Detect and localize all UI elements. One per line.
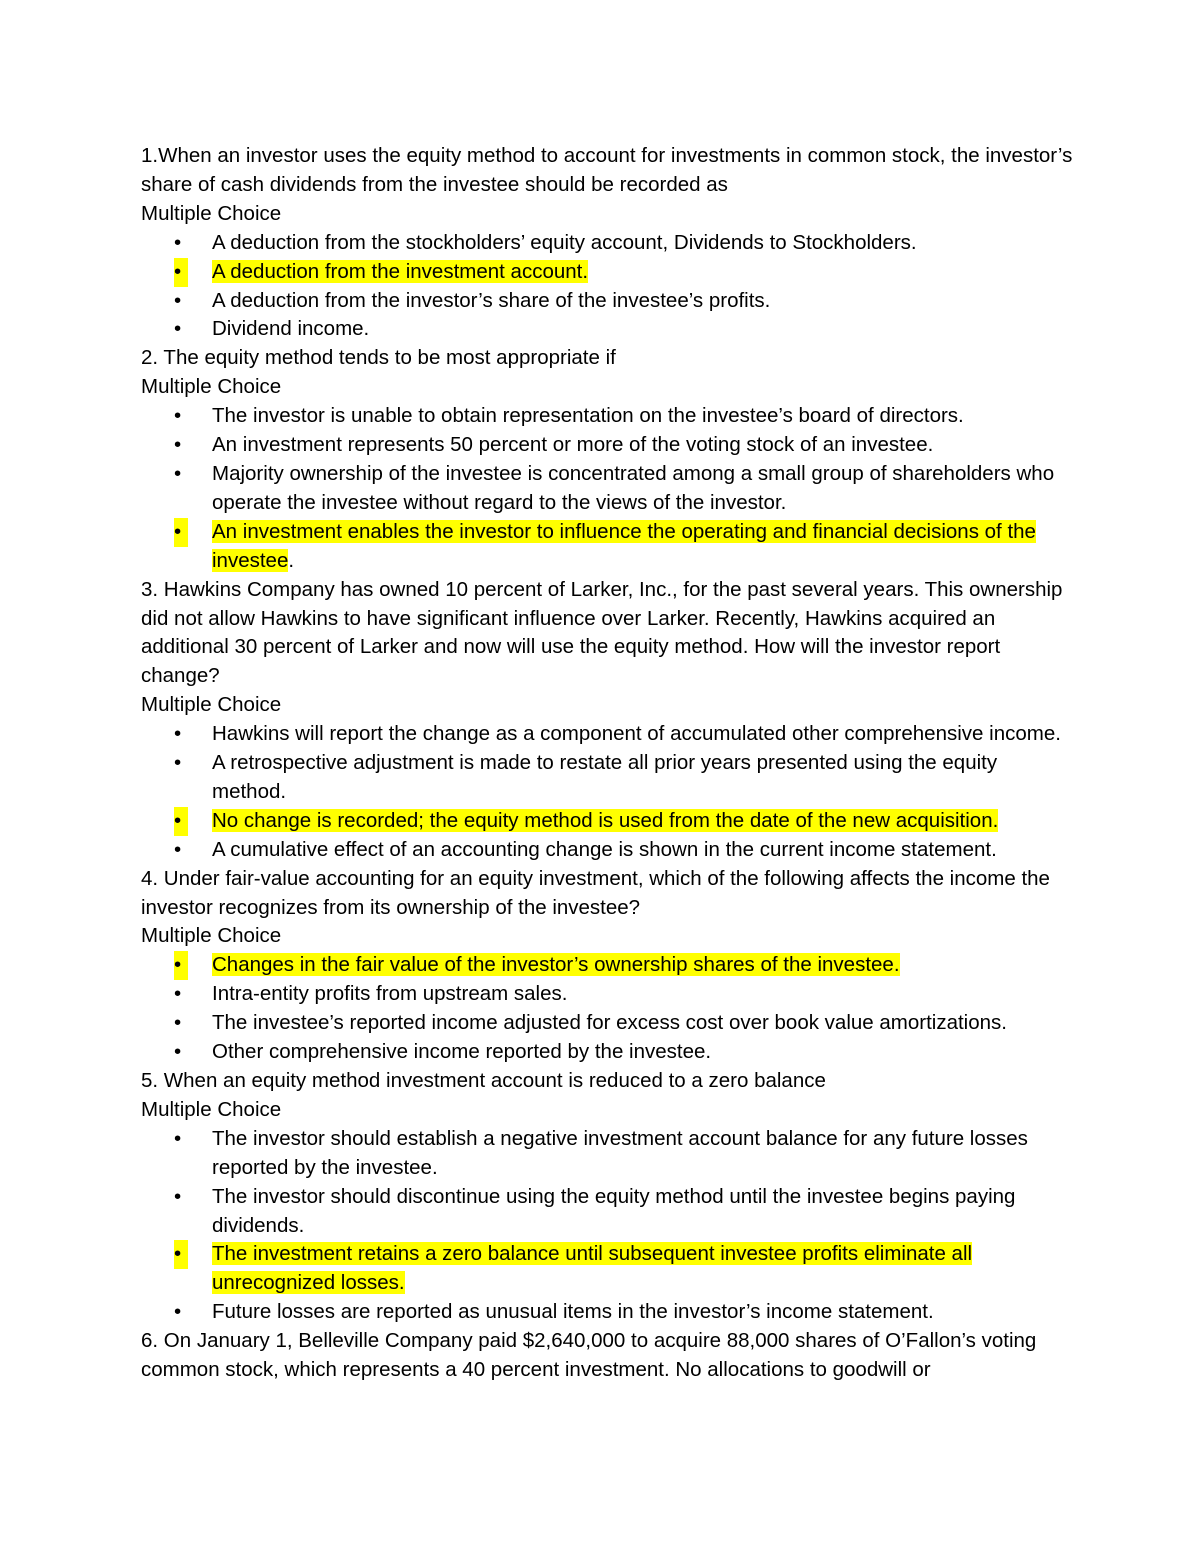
bullet-icon: • <box>174 982 182 1006</box>
answer-option <box>141 287 1076 316</box>
question-3-text: 3. Hawkins Company has owned 10 percent of Larker, Inc., for the past several years. This ownership did not allow Hawkins to have significant influence over Larker. Recently, Hawkins acquired an additional 30 percent of Larker and now will use the equity method. How will the investor report change? <box>141 577 1063 688</box>
bullet-icon: • <box>174 258 188 287</box>
bullet-icon: • <box>174 518 188 547</box>
answer-option <box>141 1009 1076 1038</box>
question-4-text: 4. Under fair-value accounting for an equity investment, which of the following affects the income the investor recognizes from its ownership of the investee? <box>141 866 1050 919</box>
answer-option-text: Other comprehensive income reported by the investee. <box>212 1040 712 1064</box>
answer-option-text: A deduction from the stockholders’ equity account, Dividends to Stockholders. <box>212 230 917 254</box>
answer-option-text: The investment retains a zero balance until subsequent investee profits eliminate all unrecognized losses. <box>212 1242 973 1295</box>
bullet-icon: • <box>174 951 188 980</box>
answer-option-highlighted <box>141 258 1076 287</box>
question-1-options <box>141 229 1076 345</box>
answer-option-text: The investor should establish a negative investment account balance for any future losses reported by the investee. <box>212 1126 1028 1179</box>
answer-option-highlighted <box>141 807 1076 836</box>
answer-option-text: Hawkins will report the change as a component of accumulated other comprehensive income. <box>212 722 1061 746</box>
question-1-format-label: Multiple Choice <box>141 201 282 225</box>
bullet-icon: • <box>174 288 182 312</box>
bullet-icon: • <box>174 1126 182 1150</box>
answer-option-text: A deduction from the investment account. <box>212 259 589 283</box>
bullet-icon: • <box>174 751 182 775</box>
document-page <box>141 142 1076 1385</box>
question-3-options <box>141 720 1076 865</box>
bullet-icon: • <box>174 317 182 341</box>
question-5-text: 5. When an equity method investment account is reduced to a zero balance <box>141 1069 826 1092</box>
answer-option-text: The investee’s reported income adjusted for excess cost over book value amortizations. <box>212 1011 1007 1035</box>
answer-option <box>141 402 1076 431</box>
bullet-icon: • <box>174 1240 188 1269</box>
question-4-format-label: Multiple Choice <box>141 924 282 948</box>
answer-option <box>141 720 1076 749</box>
bullet-icon: • <box>174 433 182 457</box>
answer-option <box>141 1298 1076 1327</box>
answer-option <box>141 460 1076 518</box>
answer-option-text: The investor should discontinue using the equity method until the investee begins paying dividends. <box>212 1184 1016 1237</box>
answer-option-highlighted <box>141 951 1076 980</box>
question-4-options <box>141 951 1076 1067</box>
bullet-icon: • <box>174 807 188 836</box>
answer-option <box>141 1125 1076 1183</box>
answer-option <box>141 980 1076 1009</box>
question-2-text: 2. The equity method tends to be most appropriate if <box>141 346 616 370</box>
answer-option <box>141 229 1076 258</box>
answer-option-text: Majority ownership of the investee is concentrated among a small group of shareholders who operate the investee without regard to the views of the investor. <box>212 461 1055 514</box>
bullet-icon: • <box>174 722 182 746</box>
question-2-format-label: Multiple Choice <box>141 375 282 399</box>
bullet-icon: • <box>174 404 182 428</box>
question-3-format-label: Multiple Choice <box>141 693 282 717</box>
answer-option <box>141 431 1076 460</box>
bullet-icon: • <box>174 1184 182 1208</box>
question-1-text: 1.When an investor uses the equity method to account for investments in common stock, the investor’s share of cash dividends from the investee should be recorded as <box>141 144 1073 196</box>
answer-option-text: Changes in the fair value of the investor’s ownership shares of the investee. <box>212 953 900 977</box>
answer-option-text: No change is recorded; the equity method is used from the date of the new acquisition. <box>212 808 999 832</box>
question-2-options <box>141 402 1076 575</box>
bullet-icon: • <box>174 1300 182 1324</box>
question-6-text: 6. On January 1, Belleville Company paid $2,640,000 to acquire 88,000 shares of O’Fallon’s voting common stock, which represents a 40 percent investment. No allocations to goodwill or <box>141 1329 1037 1382</box>
bullet-icon: • <box>174 1011 182 1035</box>
answer-option-text: An investment represents 50 percent or more of the voting stock of an investee. <box>212 433 934 457</box>
answer-option-highlighted <box>141 1240 1076 1298</box>
answer-option-text: A deduction from the investor’s share of the investee’s profits. <box>212 288 771 312</box>
bullet-icon: • <box>174 230 182 254</box>
answer-option <box>141 1183 1076 1241</box>
answer-option <box>141 315 1076 344</box>
answer-option-text: Intra-entity profits from upstream sales. <box>212 982 568 1006</box>
answer-option-text: A cumulative effect of an accounting change is shown in the current income statement. <box>212 837 997 861</box>
answer-option <box>141 1038 1076 1067</box>
bullet-icon: • <box>174 837 182 861</box>
question-5-format-label: Multiple Choice <box>141 1097 282 1121</box>
bullet-icon: • <box>174 1040 182 1064</box>
answer-option-text: A retrospective adjustment is made to restate all prior years presented using the equity method. <box>212 751 998 803</box>
question-5-options <box>141 1125 1076 1327</box>
answer-option-text: Dividend income. <box>212 317 370 341</box>
answer-option-text: The investor is unable to obtain representation on the investee’s board of directors. <box>212 404 964 428</box>
answer-option-highlighted <box>141 518 1076 576</box>
answer-option-text: An investment enables the investor to influence the operating and financial decisions of the investee. <box>212 519 1036 572</box>
answer-option <box>141 836 1076 865</box>
answer-option <box>141 749 1076 807</box>
answer-option-text: Future losses are reported as unusual items in the investor’s income statement. <box>212 1300 934 1324</box>
bullet-icon: • <box>174 461 182 485</box>
